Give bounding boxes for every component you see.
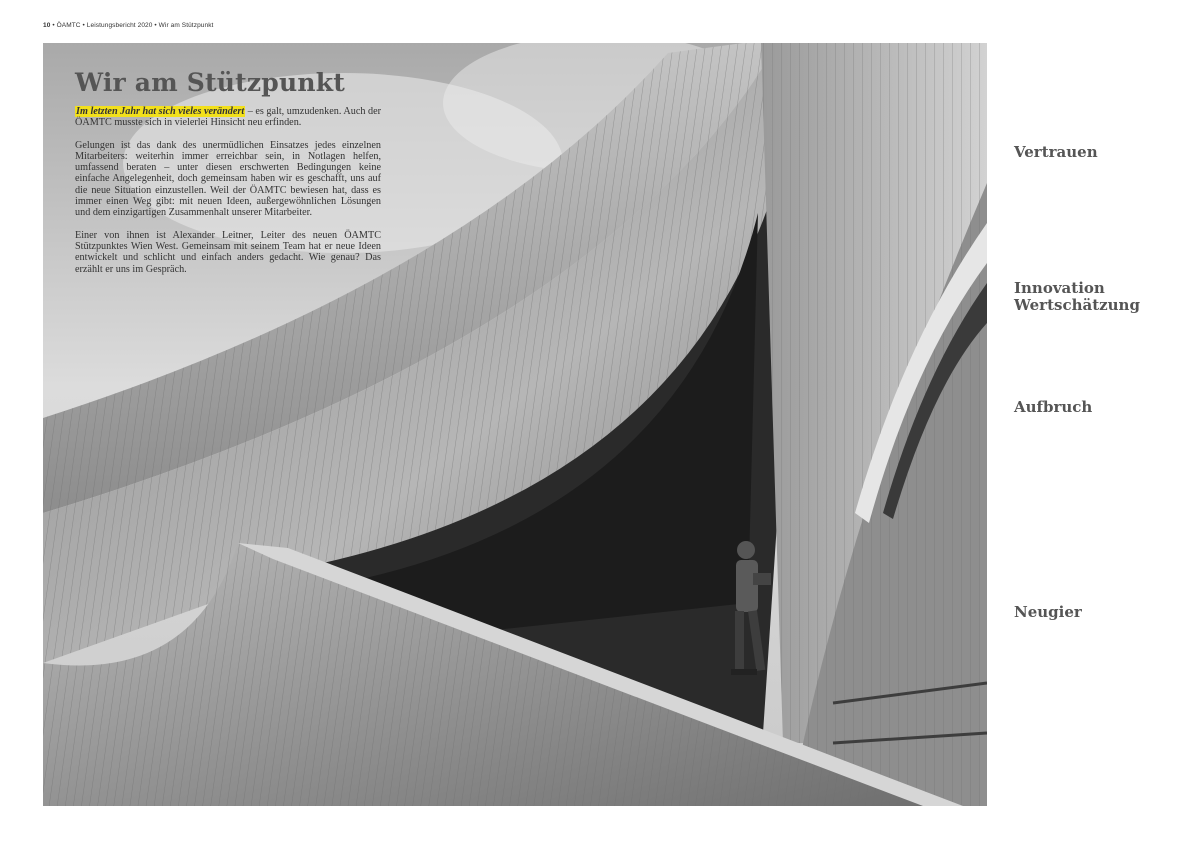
value-vertrauen: Vertrauen: [1014, 143, 1098, 161]
intro-highlight: Im letzten Jahr hat sich vieles verändert: [76, 106, 245, 117]
value-innovation: Innovation: [1014, 279, 1105, 297]
article-body: [75, 106, 381, 286]
value-neugier: Neugier: [1014, 603, 1082, 621]
intro-paragraph: [75, 106, 381, 129]
value-wertschaetzung: Wertschätzung: [1014, 296, 1140, 314]
running-head: [43, 22, 213, 29]
paragraph-2: Gelungen ist das dank des unermüdlichen Einsatzes jedes einzelnen Mitarbeiters: weiterhin immer erreichbar sein, in Notlagen helfen, umfassend beraten – unter diesen erschwerten Bedingungen keine einfache Angelegenheit, doch gemeinsam haben wir es geschafft, uns auf die neue Situation einzustellen. Weil der ÖAMTC bewiesen hat, dass es immer einen Weg gibt: mit neuen Ideen, außergewöhnlichen Lösungen und dem einzigartigen Zusammenhalt unserer Mitarbeiter.: [75, 139, 381, 219]
value-aufbruch: Aufbruch: [1014, 398, 1093, 416]
paragraph-3: Einer von ihnen ist Alexander Leitner, Leiter des neuen ÖAMTC Stützpunktes Wien West. Gemeinsam mit seinem Team hat er neue Ideen entwickelt und schlicht und einfach anders gedacht. Wie genau? Das erzählt er uns im Gespräch.: [75, 229, 381, 275]
page-number: 10: [43, 22, 51, 29]
intro-text: – es galt, umzudenken. Auch der ÖAMTC musste sich in vielerlei Hinsicht neu erfinden.: [75, 106, 382, 129]
running-title: • ÖAMTC • Leistungsbericht 2020 • Wir am Stützpunkt: [50, 22, 214, 29]
page-title: Wir am Stützpunkt: [75, 68, 345, 97]
